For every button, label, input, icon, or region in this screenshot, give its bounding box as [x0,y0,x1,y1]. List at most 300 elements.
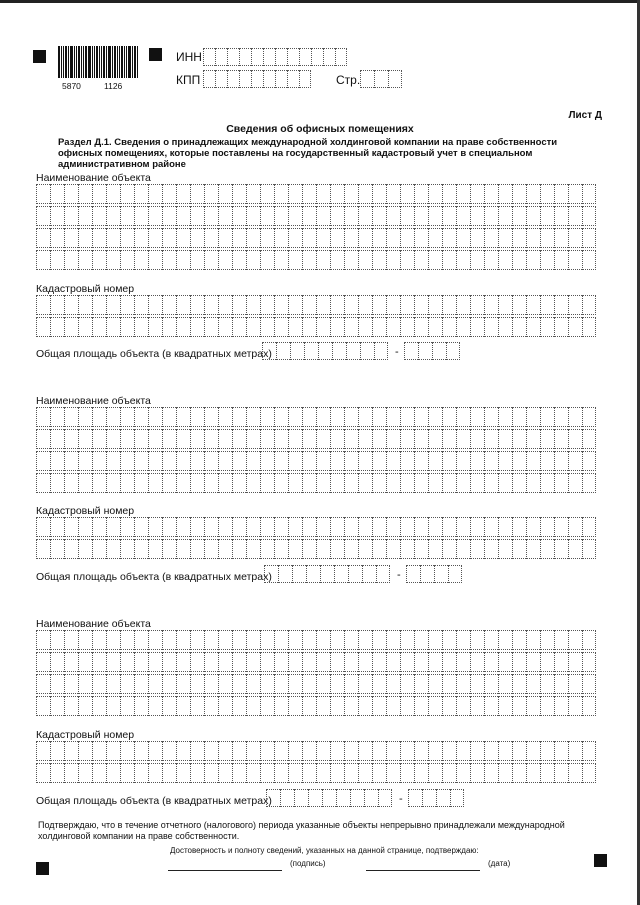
char-cell[interactable] [400,295,414,315]
char-cell[interactable] [372,317,386,337]
char-cell[interactable] [260,295,274,315]
char-cell[interactable] [162,473,176,493]
char-cell[interactable] [302,317,316,337]
char-cell[interactable] [246,295,260,315]
char-cell[interactable] [50,473,64,493]
char-cell[interactable] [276,342,290,360]
char-cell[interactable] [263,70,275,88]
kpp-field[interactable] [203,70,311,88]
char-cell[interactable] [330,429,344,449]
char-cell[interactable] [148,317,162,337]
char-cell[interactable] [218,250,232,270]
char-cell[interactable] [274,429,288,449]
char-cell[interactable] [246,674,260,694]
char-cell[interactable] [204,250,218,270]
char-cell[interactable] [386,250,400,270]
object-2-area-integer-field[interactable] [264,565,390,583]
char-cell[interactable] [246,206,260,226]
char-cell[interactable] [302,696,316,716]
char-cell[interactable] [442,741,456,761]
char-cell[interactable] [316,652,330,672]
char-cell[interactable] [442,652,456,672]
char-cell[interactable] [134,407,148,427]
char-cell[interactable] [335,48,347,66]
char-cell[interactable] [414,741,428,761]
char-cell[interactable] [330,451,344,471]
char-cell[interactable] [92,674,106,694]
char-cell[interactable] [344,741,358,761]
char-cell[interactable] [404,342,418,360]
char-cell[interactable] [92,429,106,449]
char-cell[interactable] [362,565,376,583]
char-cell[interactable] [388,70,402,88]
char-cell[interactable] [190,317,204,337]
char-cell[interactable] [386,517,400,537]
char-cell[interactable] [400,517,414,537]
char-cell[interactable] [50,539,64,559]
char-cell[interactable] [260,539,274,559]
char-cell[interactable] [428,696,442,716]
char-cell[interactable] [470,763,484,783]
char-cell[interactable] [376,565,390,583]
char-cell[interactable] [526,407,540,427]
char-cell[interactable] [260,763,274,783]
char-cell[interactable] [428,763,442,783]
char-cell[interactable] [134,696,148,716]
char-cell[interactable] [568,674,582,694]
char-cell[interactable] [372,407,386,427]
char-cell[interactable] [344,473,358,493]
char-cell[interactable] [470,517,484,537]
char-cell[interactable] [162,741,176,761]
char-cell[interactable] [134,317,148,337]
char-cell[interactable] [78,696,92,716]
char-cell[interactable] [414,317,428,337]
char-cell[interactable] [232,317,246,337]
char-cell[interactable] [78,652,92,672]
char-cell[interactable] [64,539,78,559]
char-cell[interactable] [218,206,232,226]
char-cell[interactable] [302,652,316,672]
char-cell[interactable] [372,741,386,761]
char-cell[interactable] [190,295,204,315]
char-cell[interactable] [176,429,190,449]
char-cell[interactable] [540,473,554,493]
char-cell[interactable] [498,407,512,427]
char-cell[interactable] [540,407,554,427]
char-cell[interactable] [414,517,428,537]
char-cell[interactable] [204,295,218,315]
char-cell[interactable] [78,539,92,559]
char-cell[interactable] [106,696,120,716]
char-cell[interactable] [456,206,470,226]
char-cell[interactable] [470,652,484,672]
char-cell[interactable] [358,184,372,204]
char-cell[interactable] [50,696,64,716]
char-cell[interactable] [344,228,358,248]
char-cell[interactable] [36,184,50,204]
char-cell[interactable] [512,317,526,337]
char-cell[interactable] [162,763,176,783]
char-cell[interactable] [290,342,304,360]
char-cell[interactable] [344,652,358,672]
char-cell[interactable] [274,696,288,716]
char-cell[interactable] [36,206,50,226]
page-number-field[interactable] [360,70,402,88]
char-cell[interactable] [50,674,64,694]
char-cell[interactable] [554,184,568,204]
char-cell[interactable] [78,451,92,471]
char-cell[interactable] [498,539,512,559]
char-cell[interactable] [582,473,596,493]
char-cell[interactable] [554,741,568,761]
char-cell[interactable] [302,295,316,315]
char-cell[interactable] [106,250,120,270]
char-cell[interactable] [498,184,512,204]
char-cell[interactable] [498,630,512,650]
char-cell[interactable] [414,473,428,493]
char-cell[interactable] [484,652,498,672]
char-cell[interactable] [134,741,148,761]
char-cell[interactable] [400,539,414,559]
char-cell[interactable] [148,674,162,694]
char-cell[interactable] [350,789,364,807]
char-cell[interactable] [372,763,386,783]
char-cell[interactable] [526,429,540,449]
char-cell[interactable] [204,317,218,337]
char-cell[interactable] [176,184,190,204]
object-1-name-row[interactable] [36,228,596,248]
char-cell[interactable] [428,295,442,315]
char-cell[interactable] [554,517,568,537]
char-cell[interactable] [484,451,498,471]
char-cell[interactable] [386,630,400,650]
char-cell[interactable] [386,674,400,694]
char-cell[interactable] [498,517,512,537]
char-cell[interactable] [498,429,512,449]
char-cell[interactable] [330,407,344,427]
char-cell[interactable] [36,652,50,672]
char-cell[interactable] [302,407,316,427]
char-cell[interactable] [512,674,526,694]
char-cell[interactable] [36,429,50,449]
object-2-cadastral-row[interactable] [36,517,596,537]
char-cell[interactable] [275,48,287,66]
char-cell[interactable] [134,451,148,471]
char-cell[interactable] [344,206,358,226]
char-cell[interactable] [260,674,274,694]
char-cell[interactable] [64,184,78,204]
char-cell[interactable] [540,763,554,783]
char-cell[interactable] [372,206,386,226]
char-cell[interactable] [582,407,596,427]
char-cell[interactable] [239,48,251,66]
char-cell[interactable] [302,228,316,248]
char-cell[interactable] [554,228,568,248]
char-cell[interactable] [456,674,470,694]
char-cell[interactable] [360,70,374,88]
char-cell[interactable] [414,429,428,449]
char-cell[interactable] [526,451,540,471]
char-cell[interactable] [316,429,330,449]
char-cell[interactable] [582,652,596,672]
inn-field[interactable] [203,48,347,66]
char-cell[interactable] [50,295,64,315]
char-cell[interactable] [330,696,344,716]
char-cell[interactable] [64,429,78,449]
char-cell[interactable] [400,696,414,716]
char-cell[interactable] [316,451,330,471]
char-cell[interactable] [456,429,470,449]
char-cell[interactable] [227,70,239,88]
char-cell[interactable] [332,342,346,360]
char-cell[interactable] [540,741,554,761]
char-cell[interactable] [316,539,330,559]
char-cell[interactable] [386,696,400,716]
char-cell[interactable] [106,763,120,783]
char-cell[interactable] [442,696,456,716]
char-cell[interactable] [274,184,288,204]
char-cell[interactable] [414,630,428,650]
char-cell[interactable] [260,652,274,672]
char-cell[interactable] [246,429,260,449]
char-cell[interactable] [540,317,554,337]
char-cell[interactable] [498,652,512,672]
char-cell[interactable] [288,407,302,427]
char-cell[interactable] [278,565,292,583]
char-cell[interactable] [50,317,64,337]
char-cell[interactable] [288,763,302,783]
char-cell[interactable] [582,741,596,761]
char-cell[interactable] [360,342,374,360]
char-cell[interactable] [246,473,260,493]
char-cell[interactable] [428,250,442,270]
char-cell[interactable] [400,451,414,471]
char-cell[interactable] [302,674,316,694]
char-cell[interactable] [204,539,218,559]
char-cell[interactable] [526,539,540,559]
char-cell[interactable] [372,652,386,672]
char-cell[interactable] [246,228,260,248]
char-cell[interactable] [456,652,470,672]
char-cell[interactable] [64,317,78,337]
char-cell[interactable] [484,741,498,761]
char-cell[interactable] [358,451,372,471]
char-cell[interactable] [260,741,274,761]
char-cell[interactable] [299,70,311,88]
char-cell[interactable] [526,184,540,204]
char-cell[interactable] [288,206,302,226]
char-cell[interactable] [162,652,176,672]
char-cell[interactable] [456,539,470,559]
char-cell[interactable] [246,741,260,761]
char-cell[interactable] [344,630,358,650]
char-cell[interactable] [36,407,50,427]
char-cell[interactable] [330,652,344,672]
char-cell[interactable] [498,741,512,761]
char-cell[interactable] [316,407,330,427]
char-cell[interactable] [218,763,232,783]
char-cell[interactable] [372,674,386,694]
char-cell[interactable] [204,451,218,471]
char-cell[interactable] [288,652,302,672]
char-cell[interactable] [400,630,414,650]
char-cell[interactable] [120,407,134,427]
char-cell[interactable] [36,517,50,537]
char-cell[interactable] [260,473,274,493]
char-cell[interactable] [120,473,134,493]
char-cell[interactable] [274,741,288,761]
char-cell[interactable] [320,565,334,583]
char-cell[interactable] [540,295,554,315]
char-cell[interactable] [64,741,78,761]
char-cell[interactable] [260,630,274,650]
char-cell[interactable] [251,70,263,88]
char-cell[interactable] [442,630,456,650]
char-cell[interactable] [428,184,442,204]
char-cell[interactable] [148,741,162,761]
char-cell[interactable] [64,674,78,694]
char-cell[interactable] [120,184,134,204]
char-cell[interactable] [50,630,64,650]
char-cell[interactable] [120,696,134,716]
char-cell[interactable] [414,407,428,427]
char-cell[interactable] [470,206,484,226]
char-cell[interactable] [372,250,386,270]
char-cell[interactable] [78,674,92,694]
char-cell[interactable] [330,228,344,248]
char-cell[interactable] [386,407,400,427]
char-cell[interactable] [306,565,320,583]
char-cell[interactable] [92,763,106,783]
char-cell[interactable] [470,429,484,449]
char-cell[interactable] [526,295,540,315]
char-cell[interactable] [330,206,344,226]
char-cell[interactable] [246,517,260,537]
char-cell[interactable] [334,565,348,583]
char-cell[interactable] [428,429,442,449]
char-cell[interactable] [316,250,330,270]
char-cell[interactable] [386,539,400,559]
char-cell[interactable] [78,429,92,449]
char-cell[interactable] [540,517,554,537]
char-cell[interactable] [148,451,162,471]
char-cell[interactable] [64,652,78,672]
char-cell[interactable] [484,206,498,226]
char-cell[interactable] [218,696,232,716]
char-cell[interactable] [162,206,176,226]
char-cell[interactable] [120,228,134,248]
char-cell[interactable] [470,473,484,493]
char-cell[interactable] [266,789,280,807]
char-cell[interactable] [120,250,134,270]
object-3-cadastral-row[interactable] [36,763,596,783]
char-cell[interactable] [288,317,302,337]
char-cell[interactable] [36,696,50,716]
char-cell[interactable] [456,407,470,427]
char-cell[interactable] [176,451,190,471]
char-cell[interactable] [358,407,372,427]
char-cell[interactable] [442,674,456,694]
char-cell[interactable] [204,407,218,427]
char-cell[interactable] [204,652,218,672]
char-cell[interactable] [162,295,176,315]
char-cell[interactable] [120,429,134,449]
char-cell[interactable] [414,451,428,471]
char-cell[interactable] [400,763,414,783]
char-cell[interactable] [92,741,106,761]
char-cell[interactable] [428,473,442,493]
char-cell[interactable] [134,184,148,204]
char-cell[interactable] [232,763,246,783]
char-cell[interactable] [358,295,372,315]
char-cell[interactable] [288,429,302,449]
char-cell[interactable] [330,295,344,315]
char-cell[interactable] [428,674,442,694]
char-cell[interactable] [322,789,336,807]
char-cell[interactable] [308,789,322,807]
char-cell[interactable] [436,789,450,807]
char-cell[interactable] [428,539,442,559]
char-cell[interactable] [92,228,106,248]
char-cell[interactable] [358,228,372,248]
char-cell[interactable] [92,630,106,650]
char-cell[interactable] [330,674,344,694]
char-cell[interactable] [232,295,246,315]
char-cell[interactable] [358,539,372,559]
char-cell[interactable] [218,473,232,493]
char-cell[interactable] [120,741,134,761]
object-3-area-integer-field[interactable] [266,789,392,807]
char-cell[interactable] [218,630,232,650]
char-cell[interactable] [386,206,400,226]
char-cell[interactable] [92,539,106,559]
char-cell[interactable] [400,407,414,427]
char-cell[interactable] [36,741,50,761]
char-cell[interactable] [428,451,442,471]
char-cell[interactable] [227,48,239,66]
char-cell[interactable] [470,451,484,471]
char-cell[interactable] [316,674,330,694]
char-cell[interactable] [190,696,204,716]
char-cell[interactable] [204,228,218,248]
char-cell[interactable] [484,295,498,315]
char-cell[interactable] [442,539,456,559]
char-cell[interactable] [582,517,596,537]
char-cell[interactable] [420,565,434,583]
char-cell[interactable] [540,206,554,226]
char-cell[interactable] [246,250,260,270]
char-cell[interactable] [372,295,386,315]
char-cell[interactable] [148,473,162,493]
char-cell[interactable] [232,517,246,537]
char-cell[interactable] [232,228,246,248]
char-cell[interactable] [442,407,456,427]
char-cell[interactable] [218,429,232,449]
char-cell[interactable] [78,763,92,783]
char-cell[interactable] [526,741,540,761]
char-cell[interactable] [288,539,302,559]
char-cell[interactable] [36,250,50,270]
char-cell[interactable] [540,539,554,559]
char-cell[interactable] [36,451,50,471]
char-cell[interactable] [456,295,470,315]
char-cell[interactable] [218,228,232,248]
char-cell[interactable] [50,407,64,427]
char-cell[interactable] [418,342,432,360]
char-cell[interactable] [50,517,64,537]
char-cell[interactable] [218,517,232,537]
